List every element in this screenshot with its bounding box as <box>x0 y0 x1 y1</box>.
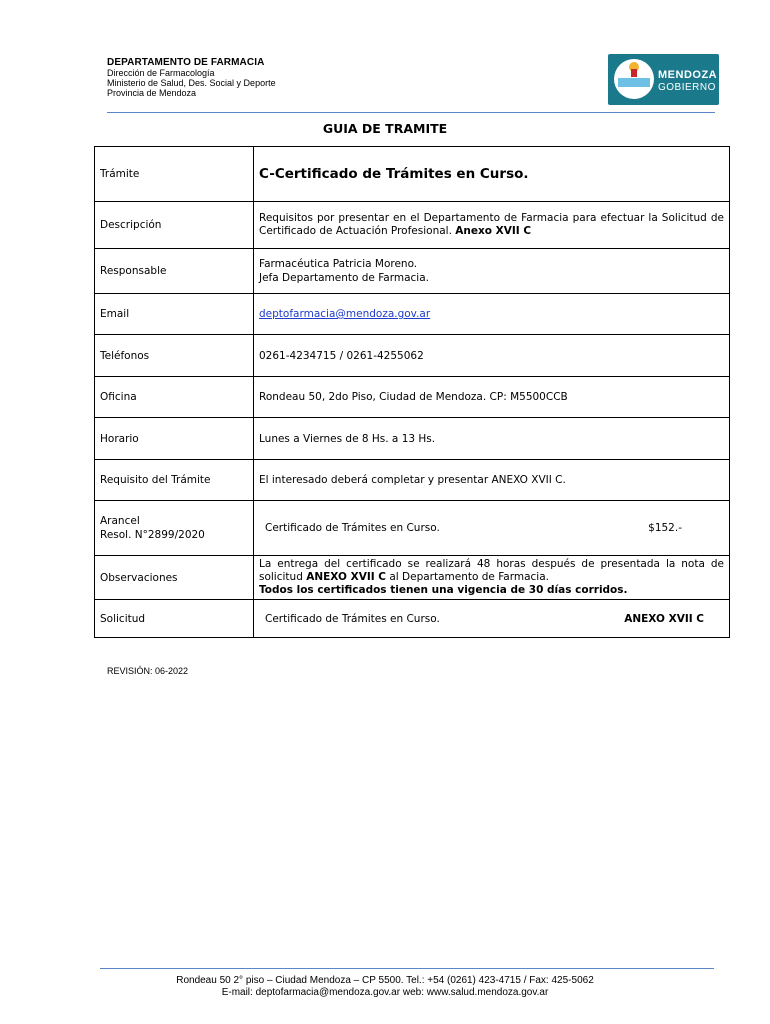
row-value <box>254 460 730 501</box>
footer-line-2: E-mail: deptofarmacia@mendoza.gov.ar web: www.salud.mendoza.gov.ar <box>221 987 549 998</box>
row-value <box>254 418 730 460</box>
mendoza-gobierno-logo <box>608 54 719 105</box>
requirement-text: El interesado deberá completar y presentar ANEXO XVII C. <box>259 474 566 486</box>
table-row <box>95 249 730 294</box>
table-row <box>95 202 730 249</box>
page-title: GUIA DE TRAMITE <box>322 121 448 136</box>
request-item: Certificado de Trámites en Curso. <box>265 612 440 625</box>
row-value <box>254 294 730 335</box>
letterhead-line-2: Ministerio de Salud, Des. Social y Deporte <box>107 78 276 88</box>
office-hours: Lunes a Viernes de 8 Hs. a 13 Hs. <box>259 432 436 445</box>
request-annex: ANEXO XVII C <box>624 612 704 625</box>
table-row <box>95 556 730 600</box>
row-label: Solicitud <box>95 600 254 638</box>
logo-text-gobierno: GOBIERNO <box>658 82 716 93</box>
row-value <box>254 335 730 377</box>
footer-line-1: Rondeau 50 2° piso – Ciudad Mendoza – CP 5500. Tel.: +54 (0261) 423-4715 / Fax: 425-5062 <box>176 975 594 986</box>
validity-note: Todos los certificados tienen una vigencia de 30 días corridos. <box>259 584 628 596</box>
row-label: Requisito del Trámite <box>95 460 254 501</box>
row-value <box>254 600 730 638</box>
row-label: Oficina <box>95 377 254 418</box>
row-value <box>254 556 730 600</box>
email-link[interactable]: deptofarmacia@mendoza.gov.ar <box>259 308 431 320</box>
table-row <box>95 377 730 418</box>
row-label: Trámite <box>95 147 254 202</box>
row-label: Arancel Resol. N°2899/2020 <box>95 501 254 556</box>
row-label: Observaciones <box>95 556 254 600</box>
procedure-name: C-Certificado de Trámites en Curso. <box>259 166 529 182</box>
table-row <box>95 600 730 638</box>
table-row <box>95 335 730 377</box>
row-label: Responsable <box>95 249 254 294</box>
table-row <box>95 460 730 501</box>
page-footer <box>0 975 770 999</box>
footer-divider <box>100 968 714 969</box>
provincial-seal-icon <box>614 59 654 99</box>
logo-text-mendoza: MENDOZA <box>658 69 718 81</box>
row-label: Email <box>95 294 254 335</box>
responsible-name: Farmacéutica Patricia Moreno. <box>259 258 418 270</box>
letterhead-line-1: Dirección de Farmacología <box>107 68 215 78</box>
row-value <box>254 249 730 294</box>
phone-numbers: 0261-4234715 / 0261-4255062 <box>259 349 424 362</box>
table-row <box>95 418 730 460</box>
row-value <box>254 202 730 249</box>
row-label: Descripción <box>95 202 254 249</box>
letterhead <box>107 57 276 98</box>
description-text: Requisitos por presentar en el Departamento de Farmacia para efectuar la Solicitud de Certificado de Actuación Profesional. Anexo XVII C <box>259 212 724 237</box>
office-address: Rondeau 50, 2do Piso, Ciudad de Mendoza. CP: M5500CCB <box>259 391 568 403</box>
fee-price: $152.- <box>648 522 682 534</box>
row-label: Teléfonos <box>95 335 254 377</box>
table-row <box>95 147 730 202</box>
row-value <box>254 147 730 202</box>
letterhead-line-3: Provincia de Mendoza <box>107 88 197 98</box>
procedure-table <box>94 146 730 638</box>
row-label: Horario <box>95 418 254 460</box>
table-row <box>95 501 730 556</box>
fee-item: Certificado de Trámites en Curso. <box>265 522 440 534</box>
row-value <box>254 377 730 418</box>
row-value <box>254 501 730 556</box>
department-name: DEPARTAMENTO DE FARMACIA <box>107 57 265 68</box>
table-row <box>95 294 730 335</box>
revision-label: REVISIÓN: 06-2022 <box>107 666 189 676</box>
header-divider <box>107 112 715 113</box>
observations-text: La entrega del certificado se realizará 48 horas después de presentada la nota de solicitud ANEXO XVII C al Departamento de Farmacia. <box>259 558 724 583</box>
responsible-role: Jefa Departamento de Farmacia. <box>259 272 429 284</box>
